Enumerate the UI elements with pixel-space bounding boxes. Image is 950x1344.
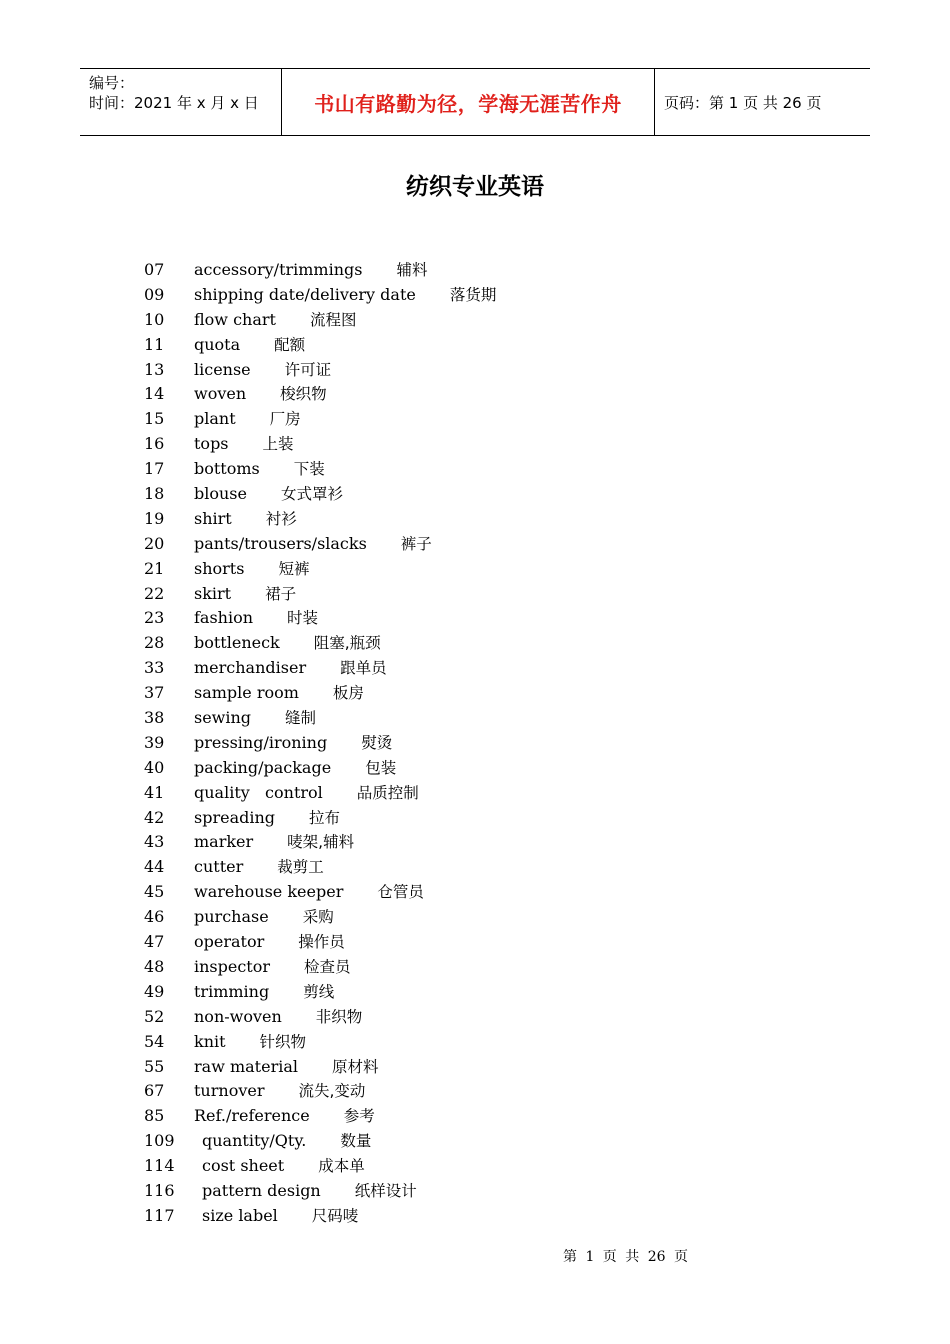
vocab-chinese: 裙子 [265, 584, 297, 603]
vocab-chinese: 厂房 [269, 410, 301, 429]
vocab-number: 49 [144, 981, 165, 1001]
vocab-row [144, 955, 496, 980]
vocab-row [144, 358, 496, 383]
vocab-row [144, 1204, 496, 1229]
vocab-chinese: 流失,变动 [298, 1082, 366, 1101]
vocab-english: bottleneck [194, 633, 280, 653]
vocab-number: 40 [144, 757, 165, 777]
vocab-chinese: 采购 [302, 908, 334, 927]
vocab-number: 07 [144, 260, 165, 279]
vocab-row [144, 631, 496, 656]
vocab-chinese: 上装 [262, 435, 294, 454]
vocab-english: size label [202, 1205, 278, 1225]
vocab-number: 116 [144, 1180, 175, 1200]
document-title: 纺织专业英语 [406, 174, 544, 200]
vocab-english: Ref./reference [194, 1106, 310, 1126]
vocab-row [144, 781, 496, 806]
vocab-english: non-woven [194, 1006, 282, 1026]
vocab-chinese: 操作员 [298, 933, 345, 952]
vocab-row [144, 905, 496, 930]
vocab-number: 67 [144, 1081, 165, 1101]
vocab-row [144, 606, 496, 631]
vocab-chinese: 许可证 [284, 360, 332, 379]
vocab-number: 46 [144, 907, 165, 927]
vocab-chinese: 唛架,辅料 [287, 833, 355, 852]
vocab-number: 11 [144, 334, 165, 354]
vocab-english: purchase [194, 907, 269, 927]
vocab-english: trimming [194, 981, 270, 1001]
header-motto-cell [281, 69, 655, 135]
vocab-number: 38 [144, 708, 165, 728]
vocab-chinese: 裤子 [400, 534, 432, 553]
vocab-chinese: 梭织物 [280, 385, 327, 404]
vocab-number: 20 [144, 533, 165, 553]
vocab-chinese: 纸样设计 [354, 1181, 417, 1200]
vocab-row [144, 582, 496, 607]
vocab-chinese: 针织物 [259, 1032, 307, 1051]
page-footer: 第 1 页 共 26 页 [563, 1249, 688, 1265]
vocab-number: 22 [144, 583, 165, 603]
vocab-chinese: 熨烫 [361, 733, 393, 752]
vocab-row [144, 1129, 496, 1154]
vocab-number: 44 [144, 857, 165, 877]
vocab-english: woven [194, 384, 247, 404]
vocab-row [144, 656, 496, 681]
vocab-chinese: 缝制 [285, 709, 317, 728]
vocab-number: 52 [144, 1006, 165, 1026]
vocab-row [144, 830, 496, 855]
vocab-english: pants/trousers/slacks [194, 533, 367, 553]
vocab-english: shorts [194, 558, 245, 578]
header-page-info: 页码：第 1 页 共 26 页 [664, 93, 822, 112]
vocab-number: 39 [144, 732, 165, 752]
vocab-chinese: 原材料 [332, 1057, 379, 1076]
header-page-info-cell [655, 69, 870, 135]
vocab-row [144, 482, 496, 507]
vocab-english: cost sheet [202, 1156, 285, 1176]
vocab-number: 37 [144, 683, 165, 703]
vocab-row [144, 507, 496, 532]
vocab-row [144, 731, 496, 756]
vocab-english: fashion [194, 608, 254, 628]
vocab-chinese: 短裤 [278, 559, 310, 578]
vocab-row [144, 706, 496, 731]
vocabulary-list [144, 258, 496, 1229]
vocab-chinese: 流程图 [309, 310, 357, 329]
vocab-english: quota [194, 334, 241, 354]
vocab-row [144, 1030, 496, 1055]
vocab-number: 48 [144, 956, 165, 976]
vocab-row [144, 806, 496, 831]
vocab-row [144, 308, 496, 333]
vocab-chinese: 包装 [365, 758, 397, 777]
vocab-number: 10 [144, 309, 165, 329]
vocab-chinese: 仓管员 [377, 883, 424, 902]
vocab-chinese: 品质控制 [356, 783, 419, 802]
vocab-english: skirt [194, 583, 232, 603]
vocab-number: 18 [144, 484, 165, 504]
vocab-number: 09 [144, 284, 165, 304]
vocab-row [144, 930, 496, 955]
vocab-chinese: 成本单 [318, 1157, 365, 1176]
vocab-chinese: 女式罩衫 [280, 485, 343, 504]
vocab-number: 23 [144, 608, 165, 628]
vocab-row [144, 407, 496, 432]
vocab-row [144, 382, 496, 407]
vocab-chinese: 衬衫 [265, 509, 297, 528]
vocab-row [144, 1179, 496, 1204]
vocab-row [144, 1055, 496, 1080]
vocab-number: 114 [144, 1156, 175, 1176]
vocab-english: inspector [194, 956, 271, 976]
vocab-row [144, 980, 496, 1005]
vocab-number: 16 [144, 434, 165, 454]
vocab-chinese: 参考 [343, 1107, 375, 1126]
vocab-row [144, 532, 496, 557]
vocab-english: merchandiser [194, 658, 307, 678]
vocab-chinese: 剪线 [303, 982, 335, 1001]
vocab-english: packing/package [194, 757, 332, 777]
header-time-label: 时间：2021 年 x 月 x 日 [89, 94, 259, 112]
vocab-number: 43 [144, 832, 165, 852]
vocab-english: accessory/trimmings [194, 260, 363, 279]
vocab-english: pattern design [202, 1180, 321, 1200]
vocab-row [144, 1079, 496, 1104]
vocab-chinese: 尺码唛 [311, 1206, 359, 1225]
vocab-english: turnover [194, 1081, 265, 1101]
header-meta [80, 69, 281, 135]
vocab-english: sample room [194, 683, 299, 703]
vocab-number: 85 [144, 1106, 165, 1126]
vocab-number: 33 [144, 658, 165, 678]
vocab-english: shirt [194, 508, 232, 528]
vocab-number: 21 [144, 558, 165, 578]
vocab-row [144, 258, 496, 283]
vocab-number: 17 [144, 459, 165, 479]
vocab-chinese: 配额 [274, 335, 306, 354]
vocab-row [144, 333, 496, 358]
vocab-number: 117 [144, 1205, 175, 1225]
header-number-label: 编号： [89, 74, 135, 92]
vocab-row [144, 557, 496, 582]
vocab-row [144, 681, 496, 706]
vocab-english: knit [194, 1031, 226, 1051]
vocab-english: shipping date/delivery date [194, 284, 416, 304]
vocab-number: 14 [144, 384, 165, 404]
vocab-number: 42 [144, 807, 165, 827]
vocab-english: marker [194, 832, 254, 852]
vocab-chinese: 非织物 [315, 1007, 363, 1026]
vocab-number: 45 [144, 882, 165, 902]
vocab-number: 54 [144, 1031, 165, 1051]
vocab-chinese: 辅料 [396, 261, 428, 279]
vocab-english: operator [194, 932, 265, 952]
vocab-english: blouse [194, 484, 247, 504]
vocab-number: 19 [144, 508, 165, 528]
vocab-row [144, 1104, 496, 1129]
vocab-english: pressing/ironing [194, 732, 328, 752]
vocab-number: 47 [144, 932, 165, 952]
vocab-english: quality control [194, 782, 323, 802]
vocab-row [144, 283, 496, 308]
vocab-english: flow chart [194, 309, 276, 329]
vocab-row [144, 855, 496, 880]
vocab-english: sewing [194, 708, 252, 728]
vocab-english: raw material [194, 1056, 298, 1076]
vocab-english: bottoms [194, 459, 260, 479]
vocab-number: 13 [144, 359, 165, 379]
vocab-chinese: 落货期 [449, 285, 497, 304]
vocab-chinese: 检查员 [304, 957, 351, 976]
page-header [80, 68, 870, 136]
vocab-row [144, 1154, 496, 1179]
vocab-chinese: 下装 [293, 460, 325, 479]
vocab-row [144, 880, 496, 905]
vocab-row [144, 1005, 496, 1030]
vocab-english: spreading [194, 807, 276, 827]
vocab-english: tops [194, 434, 229, 454]
vocab-english: plant [194, 409, 236, 429]
vocab-row [144, 432, 496, 457]
vocab-number: 55 [144, 1056, 165, 1076]
vocab-english: license [194, 359, 251, 379]
vocab-chinese: 拉布 [309, 808, 341, 827]
vocab-number: 109 [144, 1131, 175, 1151]
vocab-chinese: 时装 [287, 609, 319, 628]
vocab-english: quantity/Qty. [202, 1131, 307, 1151]
vocab-row [144, 756, 496, 781]
vocab-number: 15 [144, 409, 165, 429]
vocab-chinese: 阻塞,瓶颈 [313, 634, 381, 653]
vocab-chinese: 数量 [340, 1132, 372, 1151]
header-motto: 书山有路勤为径，学海无涯苦作舟 [314, 91, 622, 116]
vocab-row [144, 457, 496, 482]
vocab-chinese: 裁剪工 [277, 858, 324, 877]
vocab-chinese: 跟单员 [340, 659, 387, 678]
vocab-chinese: 板房 [332, 684, 364, 703]
vocab-english: warehouse keeper [194, 882, 344, 902]
vocab-number: 41 [144, 782, 165, 802]
vocab-english: cutter [194, 857, 244, 877]
vocab-number: 28 [144, 633, 165, 653]
